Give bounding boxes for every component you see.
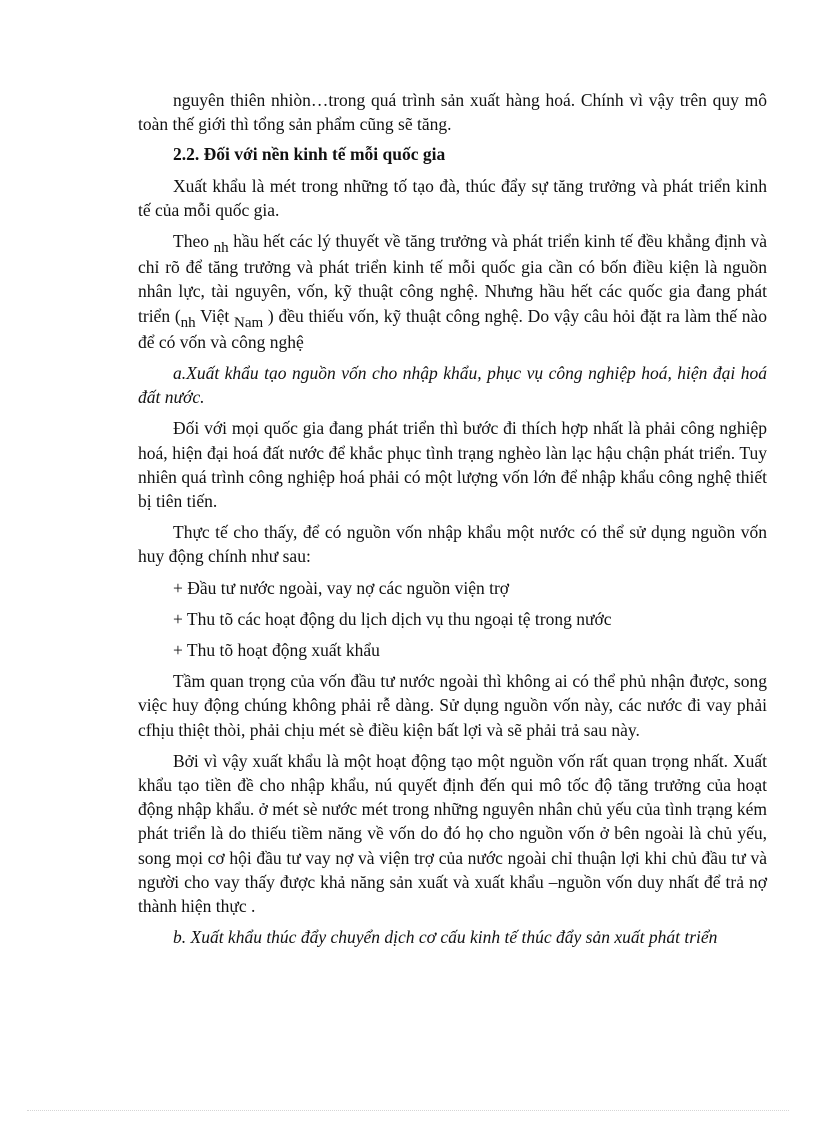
paragraph-5: Thực tế cho thấy, để có nguồn vốn nhập khẩu một nước có thể sử dụng nguồn vốn huy động chính như sau: — [138, 522, 767, 567]
subheading-b: b. Xuất khẩu thúc đẩy chuyển dịch cơ cấu kinh tế thúc đẩy sản xuất phát triển — [173, 927, 718, 948]
bullet-item-1: + Đầu tư nước ngoài, vay nợ các nguồn viện trợ — [173, 577, 510, 598]
paragraph-7: Bởi vì vậy xuất khẩu là một hoạt động tạo một nguồn vốn rất quan trọng nhất. Xuất khẩu tạo tiền đề cho nhập khẩu, nú quyết định đến qui mô tốc độ tăng trưởng của hoạt động nhập khẩu. ở mét sè nước mét trong những nguyên nhân chủ yếu của tình trạng kém phát triển là do thiếu tiềm năng về vốn do đó họ cho nguồn vốn ở bên ngoài là chủ yếu, song mọi cơ hội đầu tư vay nợ và viện trợ của nước ngoài chỉ thuận lợi khi chủ đầu tư và người cho vay thấy được khả năng sản xuất và xuất khẩu –nguồn vốn duy nhất để trả nợ thành hiện thực . — [138, 750, 767, 917]
section-heading: 2.2. Đối với nền kinh tế mỗi quốc gia — [173, 144, 446, 165]
bullet-item-3: + Thu tõ hoạt động xuất khẩu — [173, 640, 380, 661]
paragraph-6: Tầm quan trọng của vốn đầu tư nước ngoài thì không ai có thể phủ nhận được, song việc huy động chúng không phải rễ dàng. Sử dụng nguồn vốn này, các nước đi vay phải cfhịu thiệt thòi, phải chịu mét sè điều kiện bất lợi và sẽ phải trả sau này. — [138, 671, 767, 740]
paragraph-3-part-a: Theo — [173, 231, 214, 252]
paragraph-3-part-d: ) đều thiếu vốn, kỹ thuật công nghệ. Do vậy câu hỏi đặt ra làm thế nào để có vốn và công nghệ — [138, 305, 768, 352]
paragraph-3-nh-2: nh — [180, 314, 196, 331]
paragraph-2: Xuất khẩu là mét trong những tố tạo đà, thúc đẩy sự tăng trưởng và phát triển kinh tế của mỗi quốc gia. — [138, 175, 767, 220]
paragraph-3-nh: nh — [213, 240, 229, 257]
paragraph-3-part-b: hầu hết các lý thuyết về tăng trưởng và phát triển kinh tế đều khẳng định và chỉ rõ để tăng trưởng và phát triển kinh tế mỗi quốc gia cần có bốn điều kiện là nguồn nhân lực, tài nguyên, vốn, kỹ thuật công nghệ. Nhưng hầu hết các quốc gia đang phát triển ( — [138, 231, 768, 326]
bullet-item-2: + Thu tõ các hoạt động du lịch dịch vụ thu ngoại tệ trong nước — [173, 608, 612, 629]
paragraph-3-part-c: Việt — [195, 305, 234, 326]
subheading-a: a.Xuất khẩu tạo nguồn vốn cho nhập khẩu, phục vụ công nghiệp hoá, hiện đại hoá đất nước. — [138, 363, 767, 408]
paragraph-3 — [138, 229, 767, 354]
page-bottom-divider — [27, 1110, 789, 1111]
paragraph-1: nguyên thiên nhiòn…trong quá trình sản xuất hàng hoá. Chính vì vậy trên quy mô toàn thế giới thì tổng sản phẩm cũng sẽ tăng. — [138, 90, 767, 135]
paragraph-3-nam: Nam — [233, 314, 264, 331]
paragraph-4: Đối với mọi quốc gia đang phát triển thì bước đi thích hợp nhất là phải công nghiệp hoá, hiện đại hoá đất nước để khắc phục tình trạng nghèo làn lạc hậu chận phát triển. Tuy nhiên quá trình công nghiệp hoá phải có một lượng vốn lớn để nhập khẩu công nghệ thiết bị tiên tiến. — [138, 418, 767, 512]
document-page — [138, 88, 767, 950]
